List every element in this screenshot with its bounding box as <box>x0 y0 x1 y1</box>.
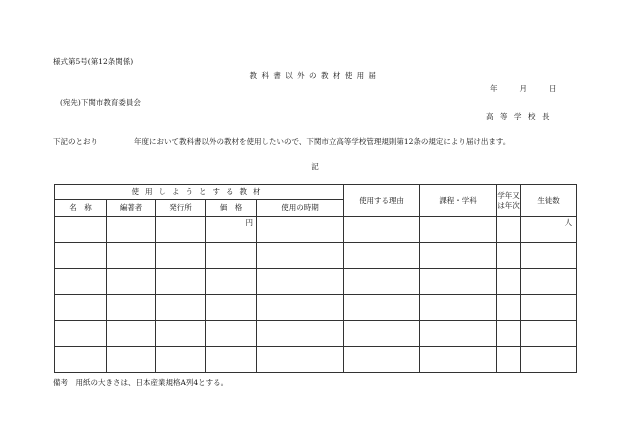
cell-editor[interactable] <box>107 321 156 347</box>
cell-publisher[interactable] <box>156 295 206 321</box>
cell-course[interactable] <box>420 321 497 347</box>
cell-editor[interactable] <box>107 243 156 269</box>
cell-students[interactable] <box>521 347 577 373</box>
header-price: 価 格 <box>206 200 257 217</box>
cell-name[interactable] <box>55 217 107 243</box>
date-year-label: 年 <box>490 84 498 93</box>
table-row <box>55 347 577 373</box>
material-group-header: 使用しようとする教材 <box>55 185 344 200</box>
cell-editor[interactable] <box>107 269 156 295</box>
cell-period[interactable] <box>257 269 344 295</box>
table-row <box>55 321 577 347</box>
cell-course[interactable] <box>420 217 497 243</box>
cell-grade[interactable] <box>497 295 521 321</box>
table-row <box>55 295 577 321</box>
cell-reason[interactable] <box>344 295 420 321</box>
cell-grade[interactable] <box>497 243 521 269</box>
cell-name[interactable] <box>55 295 107 321</box>
date-line <box>490 85 579 93</box>
table-row <box>55 243 577 269</box>
cell-publisher[interactable] <box>156 243 206 269</box>
cell-publisher[interactable] <box>156 321 206 347</box>
cell-course[interactable] <box>420 269 497 295</box>
cell-price[interactable] <box>206 347 257 373</box>
cell-name[interactable] <box>55 269 107 295</box>
cell-price[interactable] <box>206 295 257 321</box>
cell-course[interactable] <box>420 295 497 321</box>
header-period: 使用の時期 <box>257 200 344 217</box>
footer-note: 備考 用紙の大きさは、日本産業規格A列4とする。 <box>53 378 229 387</box>
cell-name[interactable] <box>55 321 107 347</box>
header-course: 課程・学科 <box>420 185 497 217</box>
cell-price[interactable]: 円 <box>206 217 257 243</box>
form-number: 様式第5号(第12条関係) <box>53 57 134 66</box>
body-text-rest: 年度において教科書以外の教材を使用したいので、下関市立高等学校管理規則第12条の規定により届け出ます。 <box>134 137 511 146</box>
cell-reason[interactable] <box>344 269 420 295</box>
cell-period[interactable] <box>257 321 344 347</box>
cell-period[interactable] <box>257 347 344 373</box>
cell-period[interactable] <box>257 295 344 321</box>
cell-students[interactable] <box>521 269 577 295</box>
cell-period[interactable] <box>257 217 344 243</box>
table-row <box>55 217 577 243</box>
cell-editor[interactable] <box>107 217 156 243</box>
cell-editor[interactable] <box>107 295 156 321</box>
cell-grade[interactable] <box>497 321 521 347</box>
cell-publisher[interactable] <box>156 347 206 373</box>
cell-publisher[interactable] <box>156 217 206 243</box>
addressee: (宛先)下関市教育委員会 <box>60 98 141 107</box>
material-table <box>54 184 577 373</box>
header-name: 名 称 <box>55 200 107 217</box>
cell-name[interactable] <box>55 243 107 269</box>
school-head: 高等学校長 <box>486 112 556 121</box>
header-editor: 編著者 <box>107 200 156 217</box>
cell-reason[interactable] <box>344 321 420 347</box>
cell-price[interactable] <box>206 321 257 347</box>
cell-grade[interactable] <box>497 217 521 243</box>
cell-course[interactable] <box>420 347 497 373</box>
cell-students[interactable] <box>521 321 577 347</box>
header-students: 生徒数 <box>521 185 577 217</box>
form-title: 教科書以外の教材使用届 <box>249 71 381 80</box>
header-reason: 使用する理由 <box>344 185 420 217</box>
header-publisher: 発行所 <box>156 200 206 217</box>
cell-editor[interactable] <box>107 347 156 373</box>
header-grade: 学年又は年次 <box>497 185 521 217</box>
cell-course[interactable] <box>420 243 497 269</box>
cell-reason[interactable] <box>344 243 420 269</box>
body-text <box>53 138 510 146</box>
date-day-label: 日 <box>549 84 557 93</box>
cell-students[interactable] <box>521 295 577 321</box>
cell-publisher[interactable] <box>156 269 206 295</box>
date-month-label: 月 <box>519 84 527 93</box>
body-text-lead: 下記のとおり <box>53 137 98 146</box>
cell-price[interactable] <box>206 269 257 295</box>
table-row <box>55 269 577 295</box>
cell-period[interactable] <box>257 243 344 269</box>
cell-students[interactable] <box>521 243 577 269</box>
cell-price[interactable] <box>206 243 257 269</box>
cell-reason[interactable] <box>344 217 420 243</box>
cell-grade[interactable] <box>497 347 521 373</box>
cell-students[interactable]: 人 <box>521 217 577 243</box>
cell-grade[interactable] <box>497 269 521 295</box>
cell-reason[interactable] <box>344 347 420 373</box>
cell-name[interactable] <box>55 347 107 373</box>
ki-heading: 記 <box>311 162 319 171</box>
